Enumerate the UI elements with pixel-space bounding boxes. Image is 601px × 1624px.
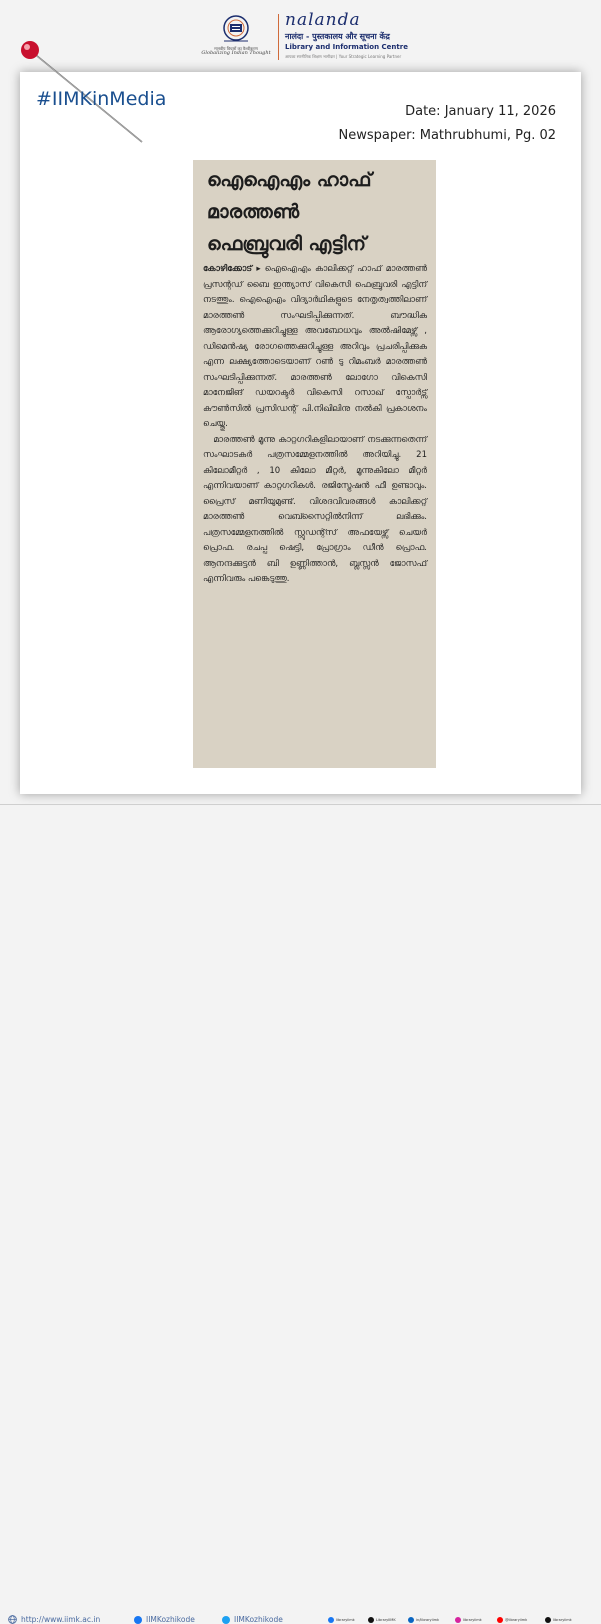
facebook-icon	[134, 1616, 142, 1624]
twitter-icon	[222, 1616, 230, 1624]
social-linkedin[interactable]	[408, 1617, 439, 1623]
headline-line-2: മാരത്തൺ	[207, 201, 300, 223]
brand-tagline: आपका रणनीतिक शिक्षण भागीदार | Your Strategic Learning Partner	[285, 54, 402, 59]
brand-name: nalanda	[285, 10, 361, 30]
social-instagram[interactable]	[455, 1617, 482, 1623]
youtube-icon	[497, 1617, 503, 1623]
social-youtube[interactable]	[497, 1617, 527, 1623]
clipping-body	[203, 262, 427, 588]
globe-icon	[8, 1615, 17, 1624]
linkedin-icon	[408, 1617, 414, 1623]
social-threads[interactable]	[545, 1617, 572, 1623]
clipping-dateline: കോഴിക്കോട് ▸	[203, 264, 261, 274]
clipping-headline	[207, 164, 423, 260]
logo-divider	[278, 14, 279, 60]
paragraph-2-text: മാരത്തൺ മൂന്നു കാറ്റഗറികളിലായാണ് നടക്കുന്നതെന്ന് സംഘാടകർ പത്രസമ്മേളനത്തിൽ അറിയിച്ചു. 21 കിലോമീറ്റർ , 10 കിലോ മീറ്റർ, മൂന്നുകിലോ മീറ്റർ എന്നിവയാണ് കാറ്റഗറികൾ. രജിസ്ട്രേഷൻ ഫീ ഉണ്ടാവും. പ്രൈസ് മണിയുമുണ്ട്. വിശദവിവരങ്ങൾ കാലിക്കറ്റ് മാരത്തൺ വെബ്സൈറ്റിൽനിന്ന് ലഭിക്കും. പത്രസമ്മേളനത്തിൽ സ്റ്റുഡന്റ്സ് അഫയേഴ്സ് ചെയർ പ്രൊഫ. രചപ്പ ഷെട്ടി, പ്രോഗ്രാം ഡീൻ പ്രൊഫ. ആനന്ദക്കുട്ടൻ ബി ഉണ്ണിത്താൻ, ബ്ലസ്സൻ ജോസഫ് എന്നിവരും പങ്കെടുത്തു.	[203, 434, 428, 584]
social-x[interactable]	[368, 1617, 396, 1623]
headline-line-3: ഫെബ്രുവരി എട്ടിന്	[207, 233, 366, 255]
clipping-paragraph-1	[203, 262, 427, 433]
social-label: libraryiimk	[553, 1618, 572, 1622]
page-footer	[0, 804, 601, 1624]
instagram-icon	[455, 1617, 461, 1623]
clipping-newspaper: Newspaper: Mathrubhumi, Pg. 02	[338, 128, 556, 143]
website-url: http://www.iimk.ac.in	[21, 1615, 101, 1624]
clipping-paragraph-2	[203, 433, 427, 588]
brand-english: Library and Information Centre	[285, 43, 408, 51]
social-label: libraryiimk	[336, 1618, 355, 1622]
iimk-emblem-icon	[218, 14, 254, 44]
logo-tagline: Globalizing Indian Thought	[201, 50, 271, 56]
social-label: in/libraryiimk	[416, 1618, 440, 1622]
social-label: libraryiimk	[463, 1618, 482, 1622]
facebook-link[interactable]	[134, 1615, 195, 1624]
logo-caption-hindi: मानवीय विचारों का वैश्वीकरण	[214, 46, 258, 51]
website-link[interactable]	[8, 1615, 100, 1624]
x-icon	[368, 1617, 374, 1623]
headline-line-1: ഐഐഎം ഹാഫ്	[207, 169, 372, 191]
threads-icon	[545, 1617, 551, 1623]
facebook-icon	[328, 1617, 334, 1623]
brand-hindi: नालंदा - पुस्तकालय और सूचना केंद्र	[285, 32, 390, 41]
hashtag-title: #IIMKinMedia	[36, 88, 167, 110]
logo-caption	[196, 46, 276, 56]
twitter-handle: IIMKozhikode	[234, 1615, 283, 1624]
social-facebook[interactable]	[328, 1617, 355, 1623]
clipping-date: Date: January 11, 2026	[405, 104, 556, 119]
newspaper-clipping	[193, 160, 436, 768]
social-label: @libraryiimk	[505, 1618, 528, 1622]
twitter-link[interactable]	[222, 1615, 283, 1624]
paragraph-1-text: ഐഐഎം കാലിക്കറ്റ് ഹാഫ് മാരത്തൺ പ്രസന്റഡ് ബൈ ഇന്ത്യാസ് വികെസി ഫെബ്രുവരി എട്ടിന് നടത്തും. ഐഐഎം വിദ്യാർഥികളുടെ നേതൃത്വത്തിലാണ് മാരത്തൺ സംഘടിപ്പിക്കുന്നത്. ബൗദ്ധിക ആരോഗ്യത്തെക്കുറിച്ചുള്ള അവബോധവും അൽഷിമേഴ്സ് , ഡിമെൻഷ്യ രോഗത്തെക്കുറിച്ചുള്ള അറിവും പ്രചരിപ്പിക്കുക എന്ന ലക്ഷ്യത്തോടെയാണ് റൺ ടു റിമംബർ മാരത്തൺ സംഘടിപ്പിക്കുന്നത്. മാരത്തൺ ലോഗോ വികെസി മാനേജിങ് ഡയറക്ടർ വികെസി റസാഖ് സ്പോർട്സ് കൗൺസിൽ പ്രസിഡന്റ് പി.നിഖിലിനു നൽകി പ്രകാശനം ചെയ്തു.	[203, 264, 428, 429]
facebook-handle: IIMKozhikode	[146, 1615, 195, 1624]
social-label: LibraryIIMK	[376, 1618, 396, 1622]
